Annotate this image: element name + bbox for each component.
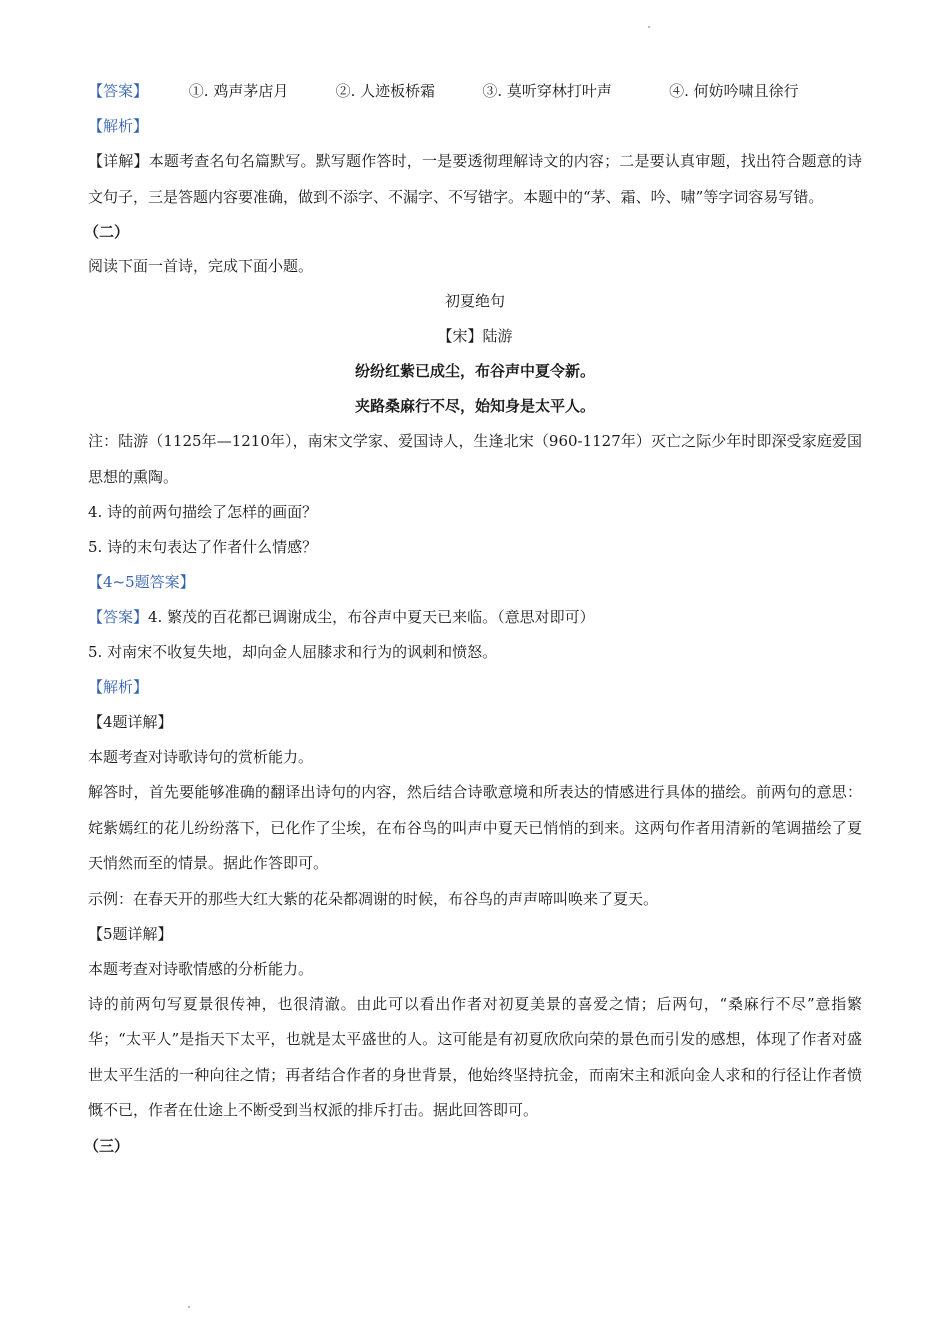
poem-title: 初夏绝句: [444, 292, 505, 310]
answer-item-2: ②. 人迹板桥霜: [335, 82, 436, 100]
q4-paragraph-1: 本题考查对诗歌诗句的赏析能力。: [88, 748, 314, 766]
q4-detail-header: 【4题详解】: [88, 713, 173, 731]
answer-item-4: ④. 何妨吟啸且徐行: [669, 82, 799, 100]
detail-paragraph-1: 【详解】本题考查名句名篇默写。默写题作答时，一是要透彻理解诗文的内容；二是要认真审题，找出符合题意的诗文句子，三是答题内容要准确，做到不添字、不漏字、不写错字。本题中的“茅、霜、吟、啸”等字词容易写错。: [88, 152, 862, 206]
answer-item-1: ①. 鸡声茅店月: [188, 82, 289, 100]
poem-author: 【宋】陆游: [437, 327, 513, 345]
answer-4-row: [88, 600, 862, 635]
instruction-text: 阅读下面一首诗，完成下面小题。: [88, 257, 314, 275]
page-dot-top: [648, 26, 650, 28]
answer-5-text: 5. 对南宋不收复失地，却向金人屈膝求和行为的讽刺和愤怒。: [88, 643, 498, 661]
document-content: [84, 74, 862, 1163]
question-4: 4. 诗的前两句描绘了怎样的画面？: [88, 503, 318, 521]
q5-paragraph-2: 诗的前两句写夏景很传神，也很清澈。由此可以看出作者对初夏美景的喜爱之情；后两句，“桑麻行不尽”意指繁华；“太平人”是指天下太平，也就是太平盛世的人。这可能是有初夏欣欣向荣的景色而引发的感想，体现了作者对盛世太平生活的一种向往之情；再者结合作者的身世背景，他始终坚持抗金，而南宋主和派向金人求和的行径让作者愤慨不已，作者在仕途上不断受到当权派的排斥打击。据此回答即可。: [88, 994, 862, 1119]
section-heading-2: （二）: [84, 223, 130, 241]
answer-row-1: [88, 74, 862, 109]
q5-paragraph-1: 本题考查对诗歌情感的分析能力。: [88, 959, 314, 978]
answer-tag-2: 【答案】: [88, 608, 149, 626]
section-heading-3: （三）: [84, 1136, 130, 1155]
q4-example: 示例：在春天开的那些大红大紫的花朵都凋谢的时候，布谷鸟的声声啼叫唤来了夏天。: [88, 889, 659, 908]
poem-line-2: 夹路桑麻行不尽，始知身是太平人。: [354, 397, 595, 415]
poem-line-1: 纷纷红紫已成尘，布谷声中夏令新。: [354, 362, 595, 380]
answer-item-3: ③. 莫听穿林打叶声: [482, 82, 612, 100]
question-5: 5. 诗的末句表达了作者什么情感？: [88, 538, 318, 556]
answer-header-4-5: 【4~5题答案】: [88, 573, 195, 591]
page-dot-bottom: [188, 1306, 190, 1308]
analysis-tag-2: 【解析】: [88, 678, 149, 696]
q5-detail-header: 【5题详解】: [88, 924, 173, 943]
answer-4-text: 4. 繁茂的百花都已调谢成尘，布谷声中夏天已来临。（意思对即可）: [148, 608, 595, 626]
answer-tag: 【答案】: [88, 82, 149, 100]
analysis-tag-1: 【解析】: [88, 117, 149, 135]
q4-paragraph-2: 解答时，首先要能够准确的翻译出诗句的内容，然后结合诗歌意境和所表达的情感进行具体的描绘。前两句的意思：姹紫嫣红的花儿纷纷落下，已化作了尘埃，在布谷鸟的叫声中夏天已悄悄的到来。这两句作者用清新的笔调描绘了夏天悄然而至的情景。据此作答即可。: [88, 783, 862, 872]
poem-note: 注：陆游（1125年—1210年），南宋文学家、爱国诗人，生逢北宋（960-1127年）灭亡之际少年时即深受家庭爱国思想的熏陶。: [88, 432, 862, 486]
